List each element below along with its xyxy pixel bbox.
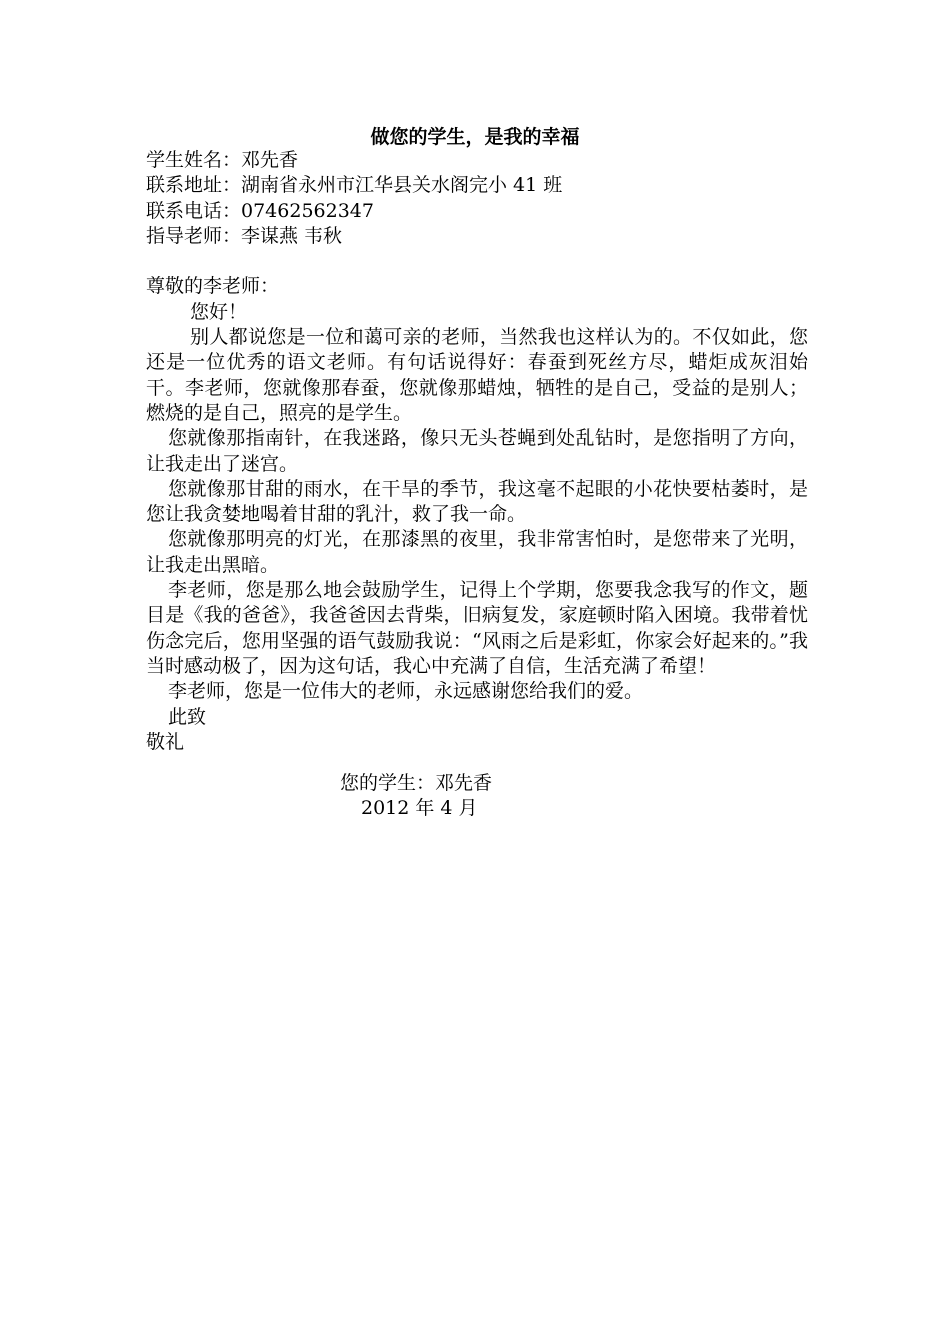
signature: 您的学生：邓先香 (340, 772, 493, 794)
spacer (146, 249, 808, 274)
closing-jing-li: 敬礼 (146, 730, 185, 753)
salutation: 尊敬的李老师： (146, 275, 280, 298)
student-name-line: 学生姓名：邓先香 (146, 149, 299, 171)
paragraph-6: 李老师，您是一位伟大的老师，永远感谢您给我们的爱。 (168, 680, 644, 703)
address-line: 联系地址：湖南省永州市江华县关水阁完小 41 班 (146, 174, 563, 197)
letter-date: 2012 年 4 月 (361, 797, 478, 819)
paragraph-5: 李老师，您是那么地会鼓励学生，记得上个学期，您要我念我写的作文，题目是《我的爸爸》，我爸爸因去背柴，旧病复发，家庭顿时陷入困境。我带着忧伤念完后，您用坚强的语气鼓励我说：“风雨之后是彩虹，你家会好起来的。”我当时感动极了，因为这句话，我心中充满了自信，生活充满了希望！ (146, 579, 808, 677)
greeting: 您好！ (190, 300, 248, 323)
document-title: 做您的学生，是我的幸福 (370, 126, 580, 148)
letter-body (146, 148, 808, 755)
phone-line: 联系电话：07462562347 (146, 199, 374, 222)
closing-ci-zhi: 此致 (168, 705, 207, 728)
paragraph-1: 别人都说您是一位和蔼可亲的老师，当然我也这样认为的。不仅如此，您还是一位优秀的语文老师。有句话说得好：春蚕到死丝方尽，蜡炬成灰泪始干。李老师，您就像那春蚕，您就像那蜡烛，牺牲的是自己，受益的是别人；燃烧的是自己，照亮的是学生。 (146, 326, 808, 424)
paragraph-2: 您就像那指南针，在我迷路，像只无头苍蝇到处乱钻时，是您指明了方向，让我走出了迷宫。 (146, 427, 808, 475)
teachers-line: 指导老师：李谋燕 韦秋 (146, 224, 343, 247)
paragraph-3: 您就像那甘甜的雨水，在干旱的季节，我这毫不起眼的小花快要枯萎时，是您让我贪婪地喝着甘甜的乳汁，救了我一命。 (146, 477, 808, 526)
paragraph-4: 您就像那明亮的灯光，在那漆黑的夜里，我非常害怕时，是您带来了光明，让我走出黑暗。 (146, 528, 808, 576)
